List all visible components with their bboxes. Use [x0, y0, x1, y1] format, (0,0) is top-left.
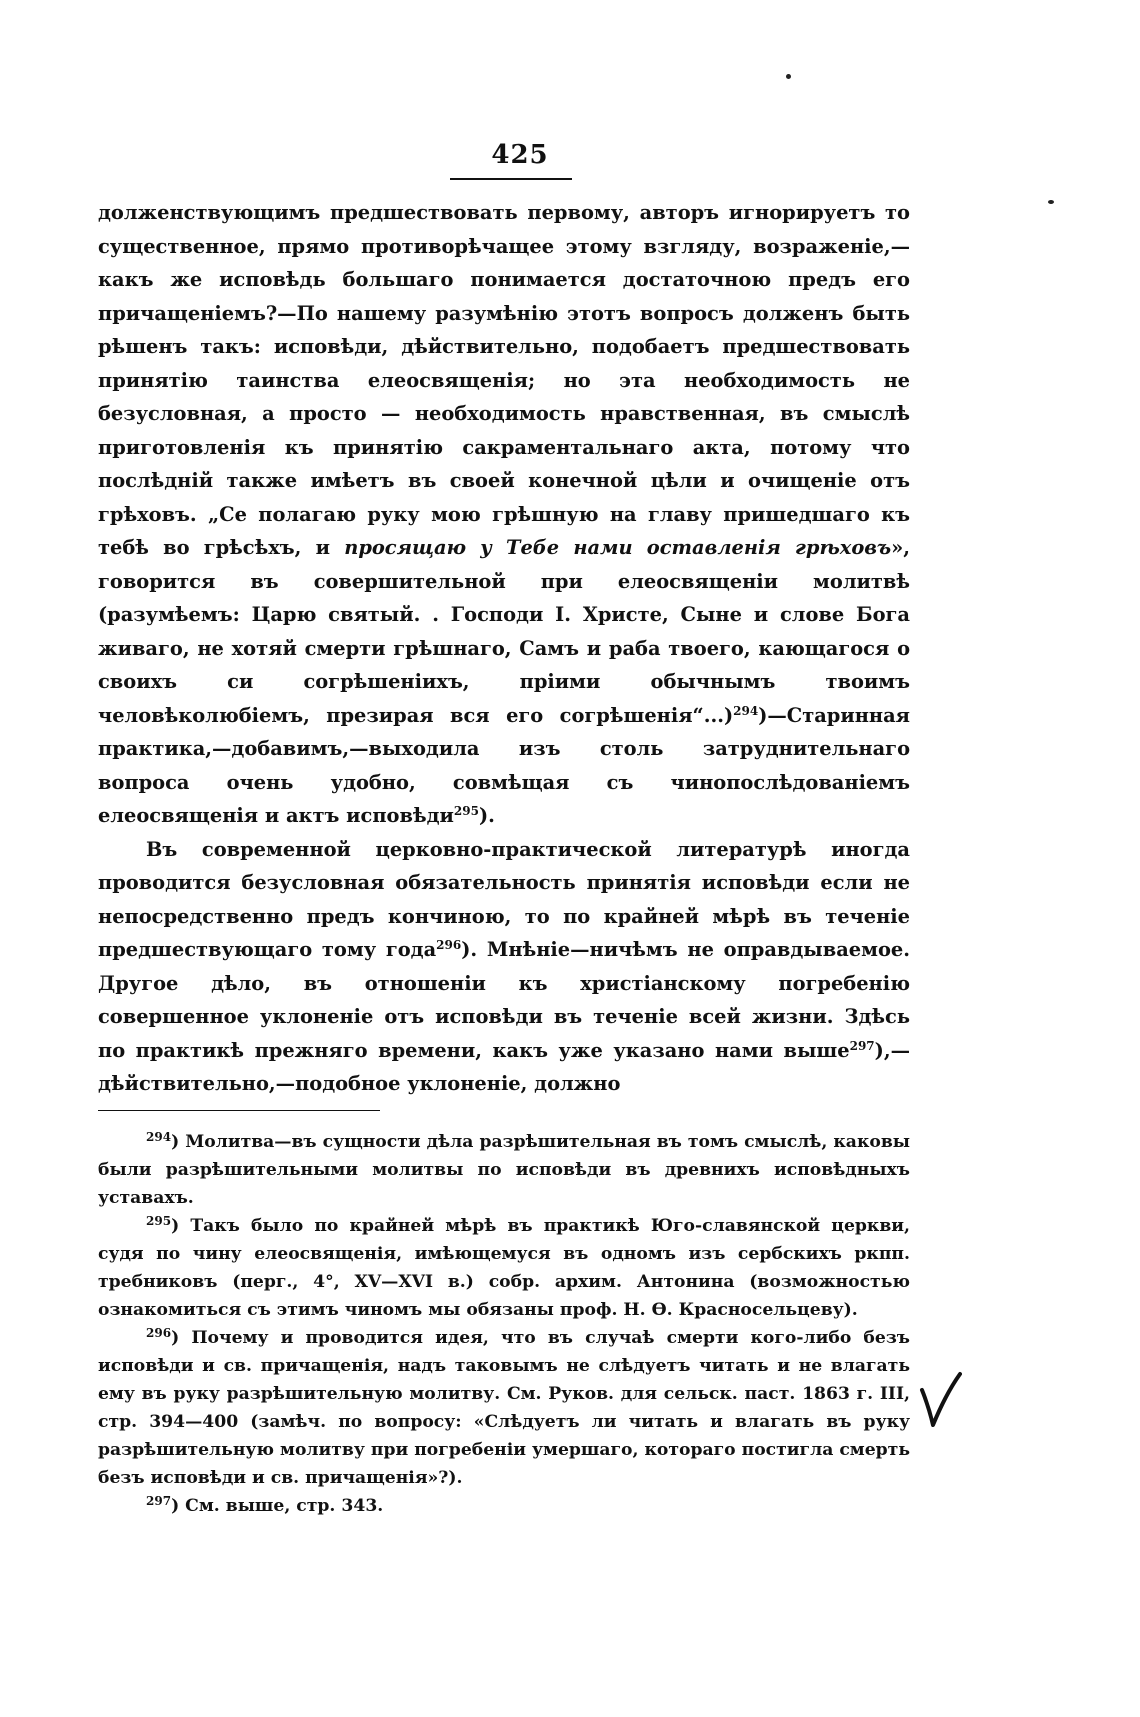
footnote-ref-295[interactable]: 295	[453, 804, 479, 818]
footnote-text: ) Такъ было по крайней мѣрѣ въ практикѣ Юго-славянской церкви, судя по чину елеосвященія, имѣющемуся въ одномъ изъ сербскихъ ркпп. требниковъ (перг., 4°, XV—XVI в.) собр. архим. Антонина (возможностью ознакомиться съ этимъ чиномъ мы обязаны проф. Н. Ѳ. Красносельцеву).	[98, 1216, 910, 1320]
footnote-297	[98, 1492, 910, 1520]
footnote-296	[98, 1324, 910, 1492]
footnote-295	[98, 1212, 910, 1324]
handwritten-checkmark-icon	[918, 1370, 962, 1430]
footnote-marker: 296	[146, 1326, 172, 1340]
scan-speck	[1048, 200, 1054, 204]
paragraph-1	[98, 196, 910, 833]
footnotes	[98, 1128, 910, 1520]
scan-speck	[786, 74, 791, 79]
paragraph-2-text-c: ),—дѣйствительно,—подобное уклоненіе, должно	[98, 1038, 910, 1095]
page-number-rule	[450, 178, 572, 180]
footnote-separator	[98, 1110, 380, 1111]
footnote-text: ) Почему и проводится идея, что въ случаѣ смерти кого-либо безъ исповѣди и св. причащенія, надъ таковымъ не слѣдуетъ читать и не влагать ему въ руку разрѣшительную молитву. См. Руков. для сельск. паст. 1863 г. III, стр. 394—400 (замѣч. по вопросу: «Слѣдуетъ ли читать и влагать въ руку разрѣшительную молитву при погребеніи умершаго, котораго постигла смерть безъ исповѣди и св. причащенія»?).	[98, 1328, 910, 1488]
main-text	[98, 196, 910, 1101]
paragraph-1-text-d: ).	[478, 804, 495, 827]
paragraph-2	[98, 833, 910, 1101]
footnote-marker: 297	[146, 1494, 172, 1508]
paragraph-1-text-b: », говорится въ совершительной при елеосвященіи молитвѣ (разумѣемъ: Царю святый. . Господи I. Христе, Сыне и слове Бога живаго, не хотяй смерти грѣшнаго, Самъ и раба твоего, кающагося о своихъ си согрѣшеніихъ, пріими обычнымъ твоимъ человѣколюбіемъ, презирая вся его согрѣшенія“...)	[98, 536, 911, 727]
page-number: 425	[491, 140, 549, 170]
paragraph-1-text-a: долженствующимъ предшествовать первому, авторъ игнорируетъ то существенное, прямо противорѣчащее этому взгляду, возраженіе,—какъ же исповѣдь большаго понимается достаточною предъ его причащеніемъ?—По нашему разумѣнію этотъ вопросъ долженъ быть рѣшенъ такъ: исповѣди, дѣйствительно, подобаетъ предшествовать принятію таинства елеосвященія; но эта необходимость не безусловная, а просто — необходимость нравственная, въ смыслѣ приготовленія къ принятію сакраментальнаго акта, потому что послѣдній также имѣетъ въ своей конечной цѣли и очищеніе отъ грѣховъ. „Се полагаю руку мою грѣшную на главу пришедшаго къ тебѣ во грѣсѣхъ, и	[98, 201, 910, 559]
footnote-ref-297[interactable]: 297	[849, 1038, 875, 1053]
paragraph-2-text-b: ). Мнѣніе—ничѣмъ не оправдываемое. Другое дѣло, въ отношеніи къ христіанскому погребенію совершенное уклоненіе отъ исповѣди въ теченіе всей жизни. Здѣсь по практикѣ прежняго времени, какъ уже указано нами выше	[98, 938, 910, 1062]
footnote-marker: 295	[146, 1214, 172, 1228]
footnote-text: ) Молитва—въ сущности дѣла разрѣшительная въ томъ смыслѣ, каковы были разрѣшительными молитвы по исповѣди въ древнихъ исповѣдныхъ уставахъ.	[98, 1132, 910, 1208]
footnote-ref-296[interactable]: 296	[436, 938, 462, 952]
paragraph-2-text-a: Въ современной церковно-практической литературѣ иногда проводится безусловная обязательность принятія исповѣди если не непосредственно предъ кончиною, то по крайней мѣрѣ въ теченіе предшествующаго тому года	[98, 837, 910, 961]
footnote-ref-294[interactable]: 294	[733, 703, 759, 718]
paragraph-1-text-c: )—Старинная практика,—добавимъ,—выходила изъ столь затруднительнаго вопроса очень удобно, совмѣщая съ чинопослѣдованіемъ елеосвященія и актъ исповѣди	[98, 703, 910, 827]
footnote-294	[98, 1128, 910, 1212]
footnote-marker: 294	[146, 1130, 172, 1144]
footnote-text: ) См. выше, стр. 343.	[171, 1496, 384, 1516]
paragraph-1-italic: просящаю у Тебе нами оставленія грѣховъ	[344, 536, 892, 559]
